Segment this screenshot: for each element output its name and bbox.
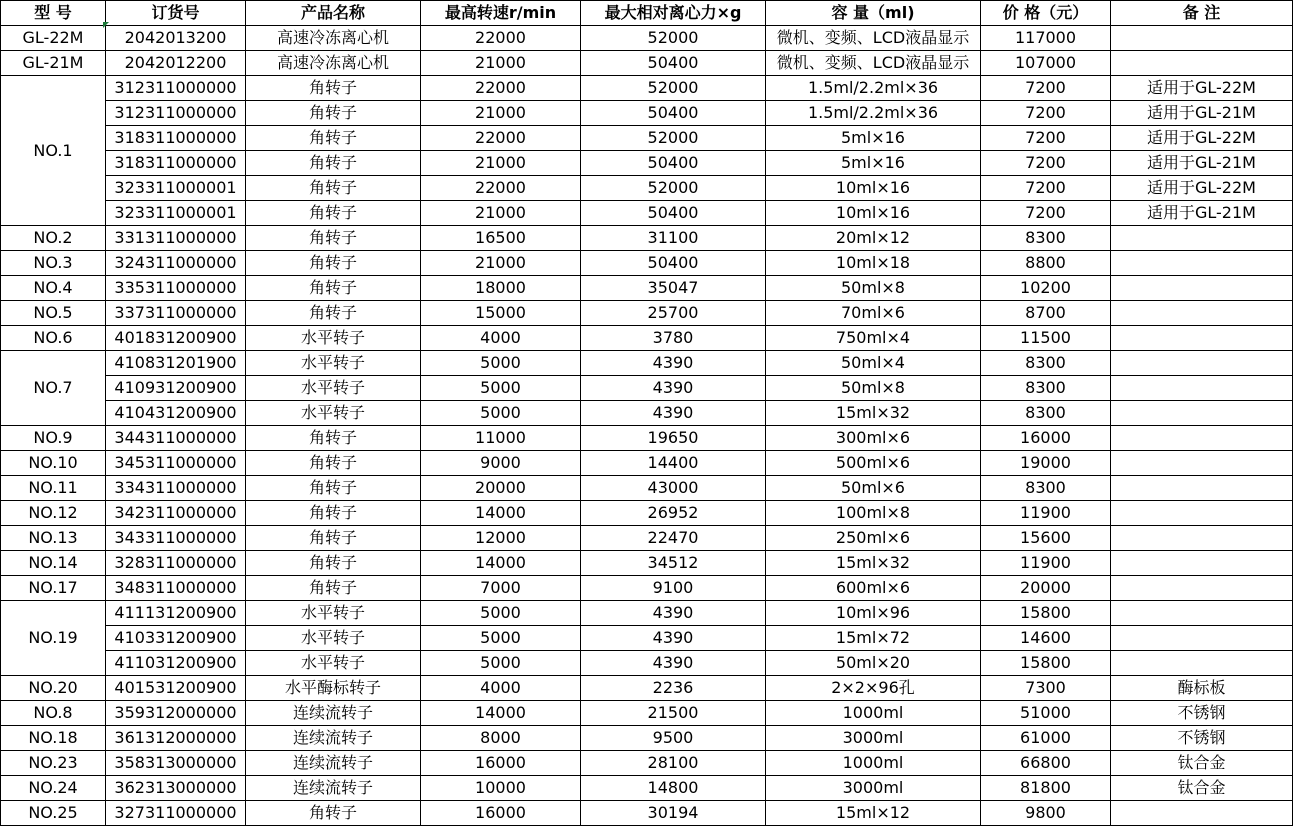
price-cell[interactable]: 10200 xyxy=(981,276,1111,301)
order-number-cell[interactable]: 334311000000 xyxy=(106,476,246,501)
price-cell[interactable]: 81800 xyxy=(981,776,1111,801)
order-number-cell[interactable]: 411131200900 xyxy=(106,601,246,626)
table-row xyxy=(1,126,1293,151)
table-row xyxy=(1,276,1293,301)
max-speed-cell[interactable]: 9000 xyxy=(421,451,581,476)
max-rcf-cell[interactable]: 4390 xyxy=(581,601,766,626)
model-cell[interactable]: NO.20 xyxy=(1,676,106,701)
price-cell[interactable]: 14600 xyxy=(981,626,1111,651)
max-rcf-cell[interactable]: 31100 xyxy=(581,226,766,251)
capacity-cell[interactable]: 750ml×4 xyxy=(766,326,981,351)
order-number-cell[interactable]: 410831201900 xyxy=(106,351,246,376)
max-rcf-cell[interactable]: 52000 xyxy=(581,26,766,51)
price-cell[interactable]: 7300 xyxy=(981,676,1111,701)
capacity-cell[interactable]: 300ml×6 xyxy=(766,426,981,451)
table-row xyxy=(1,51,1293,76)
max-rcf-cell[interactable]: 26952 xyxy=(581,501,766,526)
capacity-cell[interactable]: 10ml×18 xyxy=(766,251,981,276)
capacity-cell[interactable]: 微机、变频、LCD液晶显示 xyxy=(766,26,981,51)
note-cell[interactable]: 不锈钢 xyxy=(1111,701,1293,726)
note-cell[interactable] xyxy=(1111,476,1293,501)
note-cell[interactable] xyxy=(1111,576,1293,601)
capacity-cell[interactable]: 50ml×8 xyxy=(766,376,981,401)
note-cell[interactable] xyxy=(1111,426,1293,451)
price-cell[interactable]: 8300 xyxy=(981,476,1111,501)
max-speed-cell[interactable]: 21000 xyxy=(421,251,581,276)
max-rcf-cell[interactable]: 52000 xyxy=(581,126,766,151)
product-name-cell[interactable]: 水平转子 xyxy=(246,376,421,401)
price-cell[interactable]: 8300 xyxy=(981,401,1111,426)
product-name-cell[interactable]: 高速冷冻离心机 xyxy=(246,51,421,76)
capacity-cell[interactable]: 3000ml xyxy=(766,776,981,801)
max-rcf-cell[interactable]: 4390 xyxy=(581,651,766,676)
model-cell[interactable]: GL-21M xyxy=(1,51,106,76)
capacity-cell[interactable]: 15ml×12 xyxy=(766,801,981,826)
order-number-cell[interactable]: 331311000000 xyxy=(106,226,246,251)
product-name-cell[interactable]: 角转子 xyxy=(246,276,421,301)
product-name-cell[interactable]: 角转子 xyxy=(246,301,421,326)
price-cell[interactable]: 7200 xyxy=(981,76,1111,101)
price-cell[interactable]: 16000 xyxy=(981,426,1111,451)
table-row xyxy=(1,376,1293,401)
note-cell[interactable] xyxy=(1111,276,1293,301)
order-number-cell[interactable]: 323311000001 xyxy=(106,176,246,201)
max-speed-cell[interactable]: 14000 xyxy=(421,701,581,726)
max-rcf-cell[interactable]: 4390 xyxy=(581,626,766,651)
price-cell[interactable]: 66800 xyxy=(981,751,1111,776)
order-number-cell[interactable]: 323311000001 xyxy=(106,201,246,226)
max-rcf-cell[interactable]: 9500 xyxy=(581,726,766,751)
table-row xyxy=(1,351,1293,376)
model-cell[interactable]: NO.2 xyxy=(1,226,106,251)
header-note[interactable]: 备 注 xyxy=(1111,1,1293,26)
capacity-cell[interactable]: 15ml×72 xyxy=(766,626,981,651)
header-order-number[interactable]: 订货号 xyxy=(106,1,246,26)
table-row xyxy=(1,626,1293,651)
max-rcf-cell[interactable]: 4390 xyxy=(581,376,766,401)
order-number-cell[interactable]: 411031200900 xyxy=(106,651,246,676)
table-row xyxy=(1,676,1293,701)
capacity-cell[interactable]: 3000ml xyxy=(766,726,981,751)
order-number-cell[interactable]: 318311000000 xyxy=(106,126,246,151)
table-row xyxy=(1,176,1293,201)
price-cell[interactable]: 117000 xyxy=(981,26,1111,51)
max-speed-cell[interactable]: 7000 xyxy=(421,576,581,601)
max-rcf-cell[interactable]: 9100 xyxy=(581,576,766,601)
max-rcf-cell[interactable]: 35047 xyxy=(581,276,766,301)
model-cell[interactable]: NO.14 xyxy=(1,551,106,576)
model-cell[interactable]: NO.1 xyxy=(1,76,106,226)
note-cell[interactable] xyxy=(1111,551,1293,576)
max-speed-cell[interactable]: 8000 xyxy=(421,726,581,751)
max-rcf-cell[interactable]: 4390 xyxy=(581,351,766,376)
capacity-cell[interactable]: 1.5ml/2.2ml×36 xyxy=(766,76,981,101)
order-number-cell[interactable]: 361312000000 xyxy=(106,726,246,751)
table-row xyxy=(1,501,1293,526)
max-rcf-cell[interactable]: 52000 xyxy=(581,76,766,101)
capacity-cell[interactable]: 70ml×6 xyxy=(766,301,981,326)
model-cell[interactable]: NO.4 xyxy=(1,276,106,301)
product-name-cell[interactable]: 连续流转子 xyxy=(246,776,421,801)
note-cell[interactable] xyxy=(1111,326,1293,351)
max-speed-cell[interactable]: 21000 xyxy=(421,101,581,126)
max-speed-cell[interactable]: 20000 xyxy=(421,476,581,501)
table-row xyxy=(1,751,1293,776)
table-row xyxy=(1,601,1293,626)
product-name-cell[interactable]: 水平转子 xyxy=(246,401,421,426)
capacity-cell[interactable]: 1000ml xyxy=(766,701,981,726)
note-cell[interactable] xyxy=(1111,251,1293,276)
note-cell[interactable]: 适用于GL-21M xyxy=(1111,101,1293,126)
order-number-cell[interactable]: 401531200900 xyxy=(106,676,246,701)
price-cell[interactable]: 15800 xyxy=(981,651,1111,676)
note-cell[interactable] xyxy=(1111,26,1293,51)
price-cell[interactable]: 19000 xyxy=(981,451,1111,476)
product-name-cell[interactable]: 高速冷冻离心机 xyxy=(246,26,421,51)
max-rcf-cell[interactable]: 2236 xyxy=(581,676,766,701)
order-number-cell[interactable]: 324311000000 xyxy=(106,251,246,276)
price-cell[interactable]: 7200 xyxy=(981,151,1111,176)
table-row xyxy=(1,426,1293,451)
table-row xyxy=(1,101,1293,126)
capacity-cell[interactable]: 5ml×16 xyxy=(766,126,981,151)
note-cell[interactable]: 不锈钢 xyxy=(1111,726,1293,751)
max-rcf-cell[interactable]: 50400 xyxy=(581,251,766,276)
model-cell[interactable]: NO.9 xyxy=(1,426,106,451)
note-cell[interactable] xyxy=(1111,526,1293,551)
product-name-cell[interactable]: 角转子 xyxy=(246,201,421,226)
max-speed-cell[interactable]: 11000 xyxy=(421,426,581,451)
max-speed-cell[interactable]: 5000 xyxy=(421,376,581,401)
max-rcf-cell[interactable]: 3780 xyxy=(581,326,766,351)
capacity-cell[interactable]: 1000ml xyxy=(766,751,981,776)
max-rcf-cell[interactable]: 19650 xyxy=(581,426,766,451)
max-speed-cell[interactable]: 21000 xyxy=(421,151,581,176)
order-number-cell[interactable]: 410931200900 xyxy=(106,376,246,401)
product-name-cell[interactable]: 角转子 xyxy=(246,501,421,526)
max-speed-cell[interactable]: 22000 xyxy=(421,76,581,101)
model-cell[interactable]: NO.25 xyxy=(1,801,106,826)
product-name-cell[interactable]: 角转子 xyxy=(246,576,421,601)
capacity-cell[interactable]: 600ml×6 xyxy=(766,576,981,601)
model-cell[interactable]: NO.5 xyxy=(1,301,106,326)
max-rcf-cell[interactable]: 50400 xyxy=(581,201,766,226)
price-cell[interactable]: 7200 xyxy=(981,101,1111,126)
price-cell[interactable]: 8300 xyxy=(981,226,1111,251)
model-cell[interactable]: NO.24 xyxy=(1,776,106,801)
header-max-speed[interactable]: 最高转速r/min xyxy=(421,1,581,26)
table-row xyxy=(1,526,1293,551)
header-product-name[interactable]: 产品名称 xyxy=(246,1,421,26)
order-number-cell[interactable]: 318311000000 xyxy=(106,151,246,176)
price-cell[interactable]: 11500 xyxy=(981,326,1111,351)
price-cell[interactable]: 20000 xyxy=(981,576,1111,601)
header-capacity[interactable]: 容 量（ml) xyxy=(766,1,981,26)
max-speed-cell[interactable]: 22000 xyxy=(421,126,581,151)
capacity-cell[interactable]: 微机、变频、LCD液晶显示 xyxy=(766,51,981,76)
table-row xyxy=(1,726,1293,751)
note-cell[interactable] xyxy=(1111,601,1293,626)
order-number-cell[interactable]: 312311000000 xyxy=(106,76,246,101)
capacity-cell[interactable]: 1.5ml/2.2ml×36 xyxy=(766,101,981,126)
max-speed-cell[interactable]: 12000 xyxy=(421,526,581,551)
max-speed-cell[interactable]: 22000 xyxy=(421,176,581,201)
product-name-cell[interactable]: 连续流转子 xyxy=(246,751,421,776)
max-speed-cell[interactable]: 21000 xyxy=(421,201,581,226)
capacity-cell[interactable]: 250ml×6 xyxy=(766,526,981,551)
max-speed-cell[interactable]: 14000 xyxy=(421,551,581,576)
max-rcf-cell[interactable]: 4390 xyxy=(581,401,766,426)
header-max-rcf[interactable]: 最大相对离心力×g xyxy=(581,1,766,26)
price-cell[interactable]: 15600 xyxy=(981,526,1111,551)
note-cell[interactable] xyxy=(1111,401,1293,426)
max-rcf-cell[interactable]: 52000 xyxy=(581,176,766,201)
price-cell[interactable]: 11900 xyxy=(981,551,1111,576)
model-cell[interactable]: NO.13 xyxy=(1,526,106,551)
price-cell[interactable]: 15800 xyxy=(981,601,1111,626)
max-rcf-cell[interactable]: 50400 xyxy=(581,151,766,176)
table-row xyxy=(1,401,1293,426)
capacity-cell[interactable]: 15ml×32 xyxy=(766,551,981,576)
note-cell[interactable] xyxy=(1111,301,1293,326)
note-cell[interactable] xyxy=(1111,51,1293,76)
capacity-cell[interactable]: 5ml×16 xyxy=(766,151,981,176)
price-cell[interactable]: 11900 xyxy=(981,501,1111,526)
price-cell[interactable]: 61000 xyxy=(981,726,1111,751)
price-cell[interactable]: 7200 xyxy=(981,201,1111,226)
max-speed-cell[interactable]: 14000 xyxy=(421,501,581,526)
note-cell[interactable]: 适用于GL-21M xyxy=(1111,201,1293,226)
order-number-cell[interactable]: 2042013200 xyxy=(106,26,246,51)
product-name-cell[interactable]: 连续流转子 xyxy=(246,726,421,751)
max-speed-cell[interactable]: 16500 xyxy=(421,226,581,251)
note-cell[interactable] xyxy=(1111,226,1293,251)
note-cell[interactable] xyxy=(1111,651,1293,676)
product-name-cell[interactable]: 水平转子 xyxy=(246,626,421,651)
product-name-cell[interactable]: 水平酶标转子 xyxy=(246,676,421,701)
order-number-cell[interactable]: 312311000000 xyxy=(106,101,246,126)
model-cell[interactable]: NO.12 xyxy=(1,501,106,526)
max-speed-cell[interactable]: 10000 xyxy=(421,776,581,801)
note-cell[interactable] xyxy=(1111,351,1293,376)
capacity-cell[interactable]: 15ml×32 xyxy=(766,401,981,426)
price-cell[interactable]: 8700 xyxy=(981,301,1111,326)
price-cell[interactable]: 7200 xyxy=(981,176,1111,201)
max-rcf-cell[interactable]: 22470 xyxy=(581,526,766,551)
table-row xyxy=(1,551,1293,576)
capacity-cell[interactable]: 20ml×12 xyxy=(766,226,981,251)
product-name-cell[interactable]: 连续流转子 xyxy=(246,701,421,726)
max-speed-cell[interactable]: 5000 xyxy=(421,601,581,626)
order-number-cell[interactable]: 344311000000 xyxy=(106,426,246,451)
capacity-cell[interactable]: 50ml×20 xyxy=(766,651,981,676)
note-cell[interactable]: 钛合金 xyxy=(1111,776,1293,801)
table-row xyxy=(1,326,1293,351)
price-cell[interactable]: 107000 xyxy=(981,51,1111,76)
order-number-cell[interactable]: 327311000000 xyxy=(106,801,246,826)
header-price[interactable]: 价 格（元） xyxy=(981,1,1111,26)
max-speed-cell[interactable]: 15000 xyxy=(421,301,581,326)
price-cell[interactable]: 51000 xyxy=(981,701,1111,726)
product-name-cell[interactable]: 角转子 xyxy=(246,151,421,176)
table-row xyxy=(1,201,1293,226)
model-cell[interactable]: NO.18 xyxy=(1,726,106,751)
model-cell[interactable]: NO.17 xyxy=(1,576,106,601)
model-cell[interactable]: NO.23 xyxy=(1,751,106,776)
product-name-cell[interactable]: 角转子 xyxy=(246,451,421,476)
price-cell[interactable]: 8300 xyxy=(981,351,1111,376)
table-row xyxy=(1,576,1293,601)
header-model[interactable]: 型 号 xyxy=(1,1,106,26)
max-speed-cell[interactable]: 22000 xyxy=(421,26,581,51)
max-rcf-cell[interactable]: 28100 xyxy=(581,751,766,776)
max-rcf-cell[interactable]: 50400 xyxy=(581,51,766,76)
capacity-cell[interactable]: 50ml×8 xyxy=(766,276,981,301)
product-name-cell[interactable]: 角转子 xyxy=(246,176,421,201)
price-cell[interactable]: 8300 xyxy=(981,376,1111,401)
product-name-cell[interactable]: 角转子 xyxy=(246,101,421,126)
product-name-cell[interactable]: 水平转子 xyxy=(246,326,421,351)
order-number-cell[interactable]: 342311000000 xyxy=(106,501,246,526)
note-cell[interactable]: 酶标板 xyxy=(1111,676,1293,701)
max-speed-cell[interactable]: 5000 xyxy=(421,401,581,426)
table-row xyxy=(1,26,1293,51)
product-name-cell[interactable]: 水平转子 xyxy=(246,601,421,626)
model-cell[interactable]: NO.19 xyxy=(1,601,106,676)
table-row xyxy=(1,651,1293,676)
capacity-cell[interactable]: 10ml×96 xyxy=(766,601,981,626)
model-cell[interactable]: NO.6 xyxy=(1,326,106,351)
max-speed-cell[interactable]: 5000 xyxy=(421,651,581,676)
order-number-cell[interactable]: 359312000000 xyxy=(106,701,246,726)
table-row xyxy=(1,701,1293,726)
table-row xyxy=(1,151,1293,176)
order-number-cell[interactable]: 401831200900 xyxy=(106,326,246,351)
table-row xyxy=(1,76,1293,101)
max-rcf-cell[interactable]: 34512 xyxy=(581,551,766,576)
model-cell[interactable]: GL-22M xyxy=(1,26,106,51)
max-speed-cell[interactable]: 21000 xyxy=(421,51,581,76)
max-rcf-cell[interactable]: 25700 xyxy=(581,301,766,326)
max-speed-cell[interactable]: 5000 xyxy=(421,626,581,651)
price-cell[interactable]: 7200 xyxy=(981,126,1111,151)
max-rcf-cell[interactable]: 21500 xyxy=(581,701,766,726)
order-number-cell[interactable]: 362313000000 xyxy=(106,776,246,801)
note-cell[interactable] xyxy=(1111,801,1293,826)
product-name-cell[interactable]: 角转子 xyxy=(246,801,421,826)
capacity-cell[interactable]: 100ml×8 xyxy=(766,501,981,526)
capacity-cell[interactable]: 50ml×6 xyxy=(766,476,981,501)
max-speed-cell[interactable]: 16000 xyxy=(421,801,581,826)
note-cell[interactable]: 适用于GL-22M xyxy=(1111,126,1293,151)
note-cell[interactable] xyxy=(1111,501,1293,526)
max-rcf-cell[interactable]: 14800 xyxy=(581,776,766,801)
price-cell[interactable]: 9800 xyxy=(981,801,1111,826)
max-rcf-cell[interactable]: 50400 xyxy=(581,101,766,126)
note-cell[interactable] xyxy=(1111,626,1293,651)
order-number-cell[interactable]: 328311000000 xyxy=(106,551,246,576)
table-row xyxy=(1,251,1293,276)
table-row xyxy=(1,226,1293,251)
max-speed-cell[interactable]: 5000 xyxy=(421,351,581,376)
product-name-cell[interactable]: 角转子 xyxy=(246,426,421,451)
model-cell[interactable]: NO.7 xyxy=(1,351,106,426)
order-number-cell[interactable]: 358313000000 xyxy=(106,751,246,776)
header-row xyxy=(1,1,1293,26)
note-cell[interactable]: 适用于GL-22M xyxy=(1111,176,1293,201)
product-name-cell[interactable]: 角转子 xyxy=(246,476,421,501)
table-row xyxy=(1,451,1293,476)
max-speed-cell[interactable]: 18000 xyxy=(421,276,581,301)
order-number-cell[interactable]: 337311000000 xyxy=(106,301,246,326)
table-row xyxy=(1,801,1293,826)
cell-comment-marker-icon xyxy=(103,22,109,28)
product-name-cell[interactable]: 角转子 xyxy=(246,126,421,151)
order-number-cell[interactable]: 345311000000 xyxy=(106,451,246,476)
order-number-cell[interactable]: 2042012200 xyxy=(106,51,246,76)
note-cell[interactable]: 钛合金 xyxy=(1111,751,1293,776)
model-cell[interactable]: NO.11 xyxy=(1,476,106,501)
max-speed-cell[interactable]: 4000 xyxy=(421,676,581,701)
order-number-cell[interactable]: 343311000000 xyxy=(106,526,246,551)
max-rcf-cell[interactable]: 30194 xyxy=(581,801,766,826)
model-cell[interactable]: NO.3 xyxy=(1,251,106,276)
product-name-cell[interactable]: 水平转子 xyxy=(246,651,421,676)
table-row xyxy=(1,476,1293,501)
capacity-cell[interactable]: 2×2×96孔 xyxy=(766,676,981,701)
note-cell[interactable] xyxy=(1111,376,1293,401)
note-cell[interactable] xyxy=(1111,451,1293,476)
product-name-cell[interactable]: 角转子 xyxy=(246,551,421,576)
max-rcf-cell[interactable]: 43000 xyxy=(581,476,766,501)
model-cell[interactable]: NO.10 xyxy=(1,451,106,476)
order-number-cell[interactable]: 410431200900 xyxy=(106,401,246,426)
max-rcf-cell[interactable]: 14400 xyxy=(581,451,766,476)
model-cell[interactable]: NO.8 xyxy=(1,701,106,726)
note-cell[interactable]: 适用于GL-21M xyxy=(1111,151,1293,176)
max-speed-cell[interactable]: 16000 xyxy=(421,751,581,776)
product-name-cell[interactable]: 角转子 xyxy=(246,251,421,276)
note-cell[interactable]: 适用于GL-22M xyxy=(1111,76,1293,101)
max-speed-cell[interactable]: 4000 xyxy=(421,326,581,351)
capacity-cell[interactable]: 10ml×16 xyxy=(766,201,981,226)
capacity-cell[interactable]: 10ml×16 xyxy=(766,176,981,201)
product-name-cell[interactable]: 角转子 xyxy=(246,226,421,251)
product-name-cell[interactable]: 角转子 xyxy=(246,526,421,551)
table-row xyxy=(1,301,1293,326)
product-name-cell[interactable]: 角转子 xyxy=(246,76,421,101)
table-row xyxy=(1,776,1293,801)
order-number-cell[interactable]: 335311000000 xyxy=(106,276,246,301)
price-cell[interactable]: 8800 xyxy=(981,251,1111,276)
order-number-cell[interactable]: 410331200900 xyxy=(106,626,246,651)
capacity-cell[interactable]: 50ml×4 xyxy=(766,351,981,376)
order-number-cell[interactable]: 348311000000 xyxy=(106,576,246,601)
product-name-cell[interactable]: 水平转子 xyxy=(246,351,421,376)
capacity-cell[interactable]: 500ml×6 xyxy=(766,451,981,476)
